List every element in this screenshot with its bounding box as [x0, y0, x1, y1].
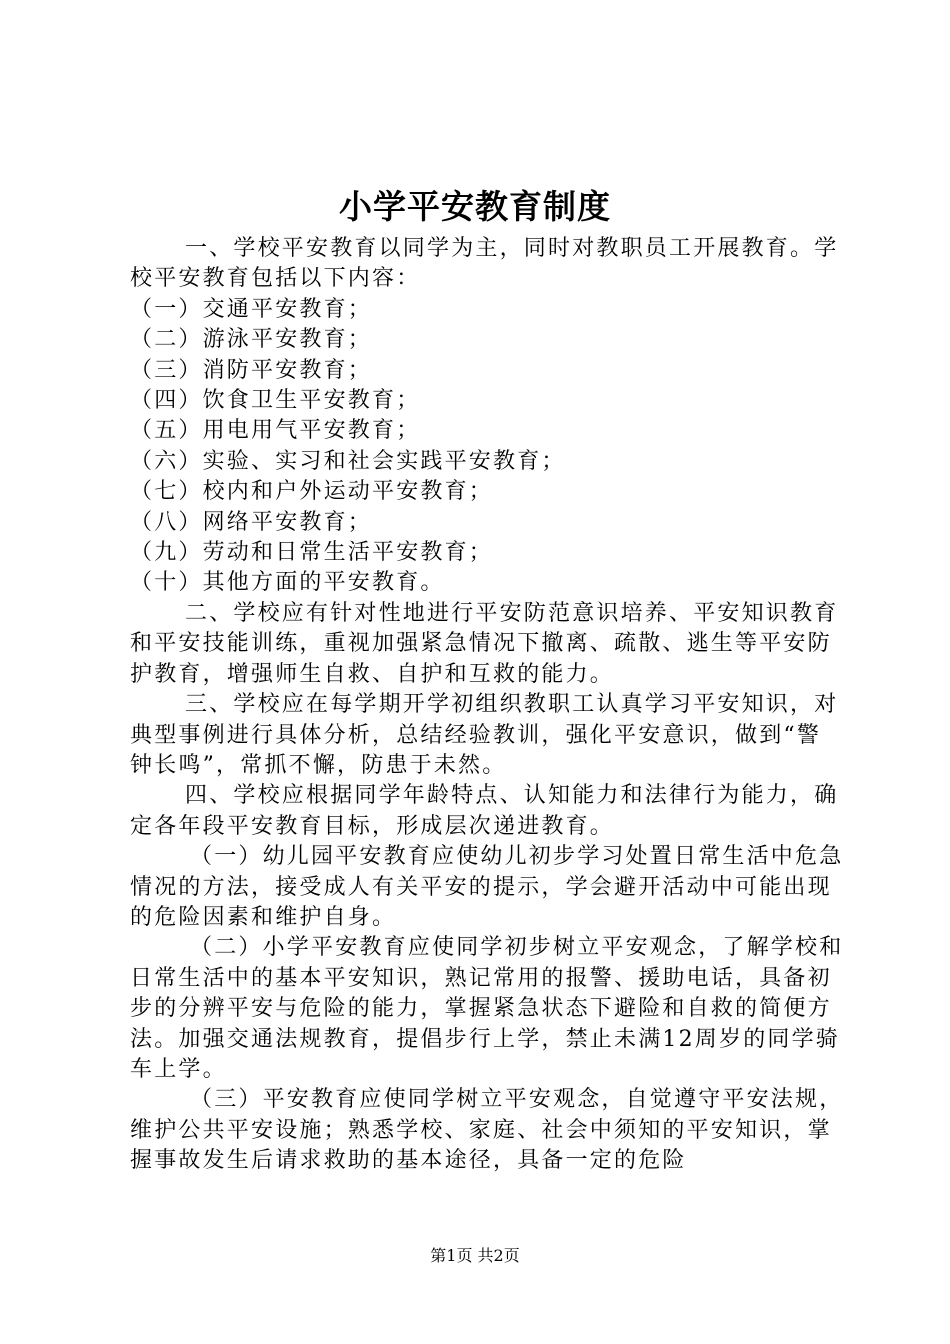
paragraph-1: 一、学校平安教育以同学为主，同时对教职员工开展教育。学校平安教育包括以下内容： [130, 236, 839, 292]
paragraph-2: 二、学校应有针对性地进行平安防范意识培养、平安知识教育和平安技能训练，重视加强紧急情况下撤离、疏散、逃生等平安防护教育，增强师生自救、自护和互救的能力。 [130, 600, 839, 687]
sub-paragraph-1: （一）幼儿园平安教育应使幼儿初步学习处置日常生活中危急情况的方法，接受成人有关平安的提示，学会避开活动中可能出现的危险因素和维护自身。 [130, 844, 844, 930]
paragraph-3: 三、学校应在每学期开学初组织教职工认真学习平安知识，对典型事例进行具体分析，总结经验教训，强化平安意识，做到“警钟长鸣”，常抓不懈，防患于未然。 [130, 692, 839, 778]
list-item: （四）饮食卫生平安教育； [130, 388, 421, 414]
list-item: （九）劳动和日常生活平安教育； [130, 540, 494, 566]
list-item: （一）交通平安教育； [130, 296, 373, 322]
page-footer: 第1页 共2页 [430, 1246, 520, 1265]
list-item: （十）其他方面的平安教育。 [130, 570, 445, 596]
sub-paragraph-3: （三）平安教育应使同学树立平安观念，自觉遵守平安法规，维护公共平安设施；熟悉学校、家庭、社会中须知的平安知识，掌握事故发生后请求救助的基本途径，具备一定的危险 [130, 1087, 844, 1174]
list-item: （七）校内和户外运动平安教育； [130, 479, 494, 505]
document-body [130, 234, 844, 1177]
list-item: （二）游泳平安教育； [130, 327, 373, 353]
document-title: 小学平安教育制度 [339, 187, 611, 226]
paragraph-4: 四、学校应根据同学年龄特点、认知能力和法律行为能力，确定各年段平安教育目标，形成层次递进教育。 [130, 783, 839, 839]
list-item: （八）网络平安教育； [130, 509, 373, 535]
list-item: （五）用电用气平安教育； [130, 418, 421, 444]
list-item: （三）消防平安教育； [130, 357, 373, 383]
list-item: （六）实验、实习和社会实践平安教育； [130, 448, 566, 474]
sub-paragraph-2: （二）小学平安教育应使同学初步树立平安观念，了解学校和日常生活中的基本平安知识，熟记常用的报警、援助电话，具备初步的分辨平安与危险的能力，掌握紧急状态下避险和自救的简便方法。加强交通法规教育，提倡步行上学，禁止未满12周岁的同学骑车上学。 [130, 935, 844, 1082]
